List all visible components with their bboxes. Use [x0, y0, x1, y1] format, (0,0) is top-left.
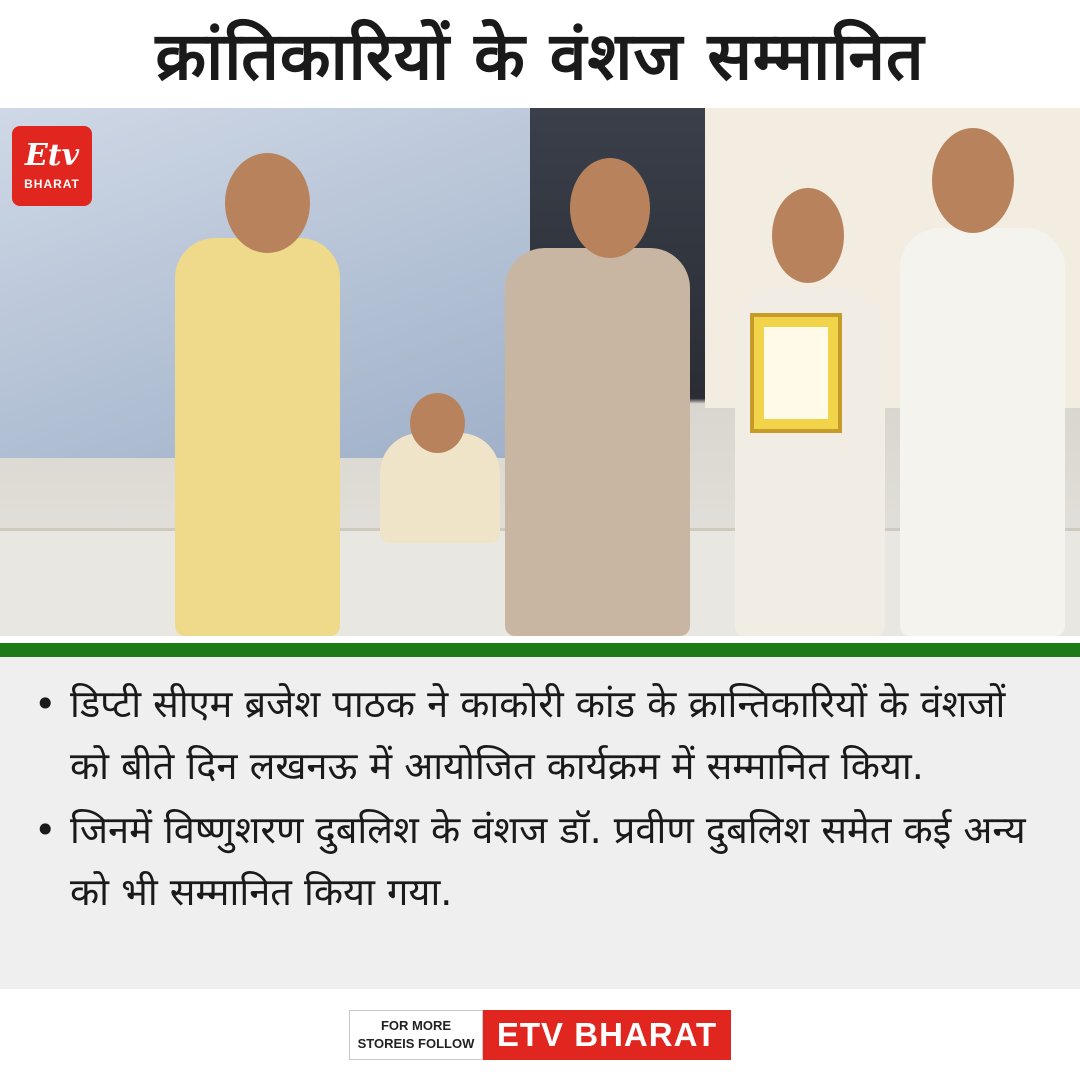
event-photo — [0, 108, 1080, 636]
follow-banner[interactable] — [349, 1010, 731, 1060]
follow-line-1: FOR MORE — [380, 1018, 452, 1033]
bullet-item-1: • डिप्टी सीएम ब्रजेश पाठक ने काकोरी कांड के क्रान्तिकारियों के वंशजों को बीते दिन लखनऊ में आयोजित कार्यक्रम में सम्मानित किया. — [70, 673, 1050, 797]
brand-label[interactable]: ETV BHARAT — [483, 1010, 731, 1060]
logo-mark: Etv — [24, 138, 80, 173]
headline-title: क्रांतिकारियों के वंशज सम्मानित — [155, 18, 925, 95]
headline-bar — [0, 0, 1080, 108]
etv-bharat-logo — [12, 126, 92, 206]
bullet-item-2: • जिनमें विष्णुशरण दुबलिश के वंशज डॉ. प्रवीण दुबलिश समेत कई अन्य को भी सम्मानित किया गया. — [70, 799, 1050, 923]
follow-line-2: STOREIS FOLLOW — [357, 1036, 475, 1051]
summary-box — [0, 657, 1080, 989]
divider-bar — [0, 643, 1080, 657]
award-plaque — [750, 313, 842, 433]
follow-text — [349, 1010, 483, 1060]
bullet-list — [0, 657, 1080, 923]
logo-text: BHARAT — [24, 177, 80, 191]
